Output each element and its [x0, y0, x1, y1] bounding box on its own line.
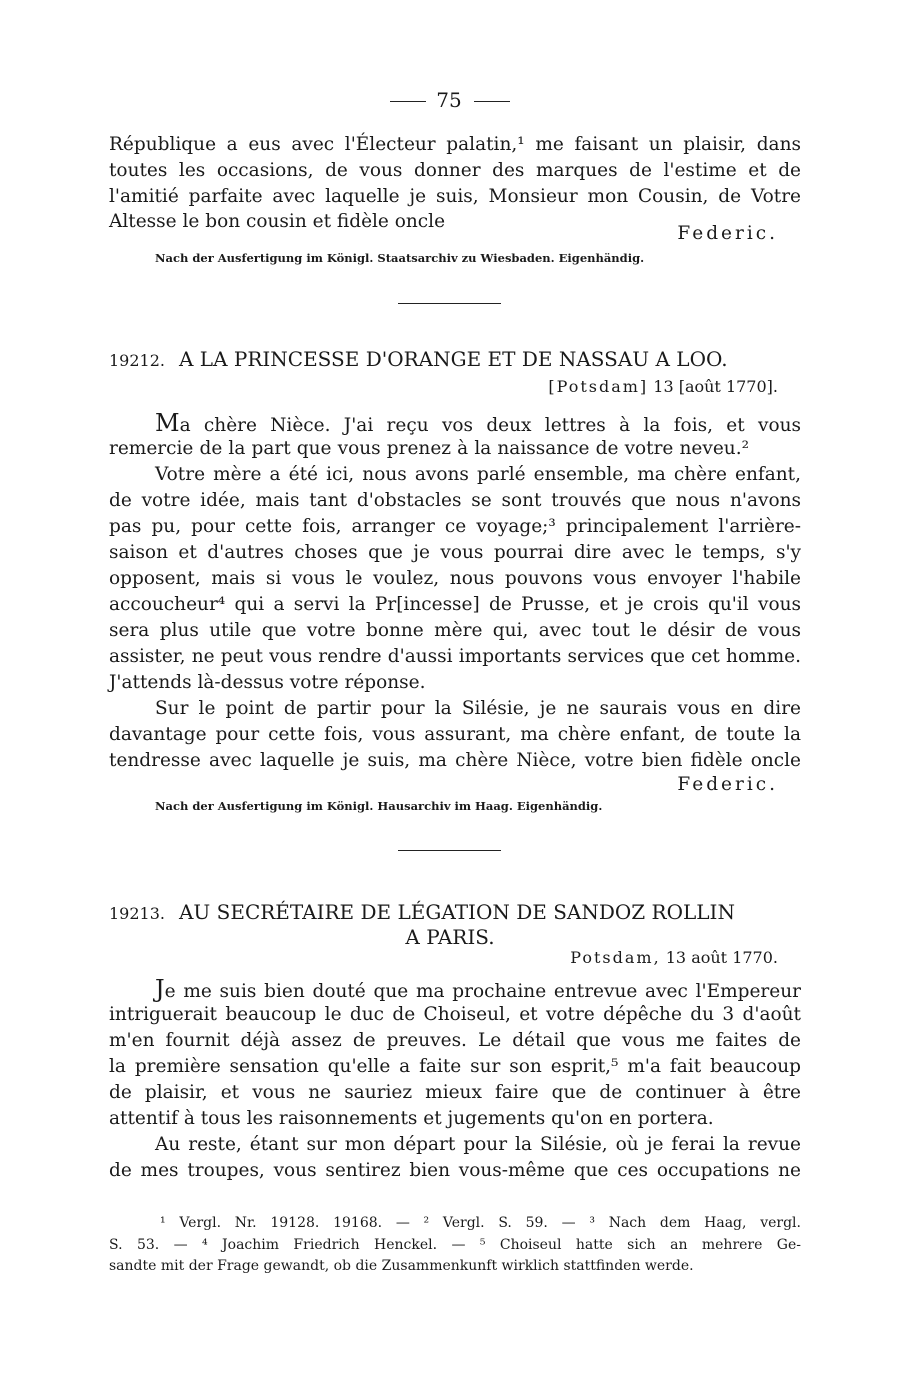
text-line: attentif à tous les raisonnements et jugements qu'on en portera. — [109, 1108, 714, 1129]
source-note: Nach der Ausfertigung im Königl. Hausarchiv im Haag. Eigenhändig. — [155, 799, 603, 813]
letter-date — [570, 948, 778, 967]
text-line: Au reste, étant sur mon départ pour la Silésie, où je ferai la revue — [155, 1134, 801, 1155]
text-line: opposent, mais si vous le voulez, nous pouvons vous envoyer l'habile — [109, 568, 801, 589]
text-line: J'attends là-dessus votre réponse. — [109, 672, 426, 693]
text-line: Altesse le bon cousin et fidèle oncle — [109, 211, 446, 232]
letter-heading — [109, 900, 735, 924]
letter-date — [548, 377, 778, 396]
date-place: Potsdam, — [570, 948, 661, 967]
text-line: tendresse avec laquelle je suis, ma chère Nièce, votre bien fidèle oncle — [109, 750, 801, 771]
text-line: Je me suis bien douté que ma prochaine entrevue avec l'Empereur — [155, 975, 801, 1003]
initial-letter: M — [155, 409, 180, 437]
date-text: 13 [août 1770]. — [653, 377, 778, 396]
signature: Federic. — [677, 223, 778, 244]
text-line: l'amitié parfaite avec laquelle je suis, Monsieur mon Cousin, de Votre — [109, 186, 801, 207]
initial-letter: J — [155, 975, 165, 1003]
header-rule-left — [390, 101, 426, 102]
header-rule-right — [474, 101, 510, 102]
section-divider — [398, 303, 501, 304]
section-divider — [398, 850, 501, 851]
text-line: toutes les occasions, de vous donner des marques de l'estime et de — [109, 160, 801, 181]
text-line: pas pu, pour cette fois, arranger ce voyage;³ principalement l'arrière- — [109, 516, 801, 537]
date-text: 13 août 1770. — [665, 948, 778, 967]
date-place: [Potsdam] — [548, 377, 649, 396]
letter-title: AU SECRÉTAIRE DE LÉGATION DE SANDOZ ROLLIN — [178, 900, 735, 924]
footnote-line: ¹ Vergl. Nr. 19128. 19168. — ² Vergl. S. 59. — ³ Nach dem Haag, vergl. — [160, 1215, 801, 1231]
letter-number: 19213. — [109, 904, 165, 923]
signature: Federic. — [677, 774, 778, 795]
page-header — [0, 88, 900, 112]
text-line: intriguerait beaucoup le duc de Choiseul, et votre dépêche du 3 d'août — [109, 1004, 801, 1025]
text-line: remercie de la part que vous prenez à la naissance de votre neveu.² — [109, 438, 749, 459]
letter-title-line2: A PARIS. — [405, 925, 495, 949]
text-line: accoucheur⁴ qui a servi la Pr[incesse] de Prusse, et je crois qu'il vous — [109, 594, 801, 615]
footnote-line: S. 53. — ⁴ Joachim Friedrich Henckel. — ⁵ Choiseul hatte sich an mehrere Ge- — [109, 1237, 801, 1253]
text-line: davantage pour cette fois, vous assurant, ma chère enfant, de toute la — [109, 724, 801, 745]
text-line: de mes troupes, vous sentirez bien vous-même que ces occupations ne — [109, 1160, 801, 1181]
text-line: Ma chère Nièce. J'ai reçu vos deux lettres à la fois, et vous — [155, 409, 801, 437]
text-line: République a eus avec l'Électeur palatin,¹ me faisant un plaisir, dans — [109, 134, 801, 155]
text-line: m'en fournit déjà assez de preuves. Le détail que vous me faites de — [109, 1030, 801, 1051]
text-line: de votre idée, mais tant d'obstacles se sont trouvés que nous n'avons — [109, 490, 801, 511]
text-line: saison et d'autres choses que je vous pourrai dire avec le temps, s'y — [109, 542, 801, 563]
text-line: sera plus utile que votre bonne mère qui, avec tout le désir de vous — [109, 620, 801, 641]
page-number: 75 — [436, 88, 462, 112]
text-line: de plaisir, et vous ne sauriez mieux faire que de continuer à être — [109, 1082, 801, 1103]
text-line: la première sensation qu'elle a faite sur son esprit,⁵ m'a fait beaucoup — [109, 1056, 801, 1077]
text-line: Sur le point de partir pour la Silésie, je ne saurais vous en dire — [155, 698, 801, 719]
text-line: assister, ne peut vous rendre d'aussi importants services que cet homme. — [109, 646, 801, 667]
footnote-line: sandte mit der Frage gewandt, ob die Zusammenkunft wirklich stattfinden werde. — [109, 1258, 694, 1274]
source-note: Nach der Ausfertigung im Königl. Staatsarchiv zu Wiesbaden. Eigenhändig. — [155, 251, 645, 265]
letter-title: A LA PRINCESSE D'ORANGE ET DE NASSAU A LOO. — [178, 347, 728, 371]
letter-heading — [109, 347, 728, 371]
text-line: Votre mère a été ici, nous avons parlé ensemble, ma chère enfant, — [155, 464, 801, 485]
letter-number: 19212. — [109, 351, 165, 370]
